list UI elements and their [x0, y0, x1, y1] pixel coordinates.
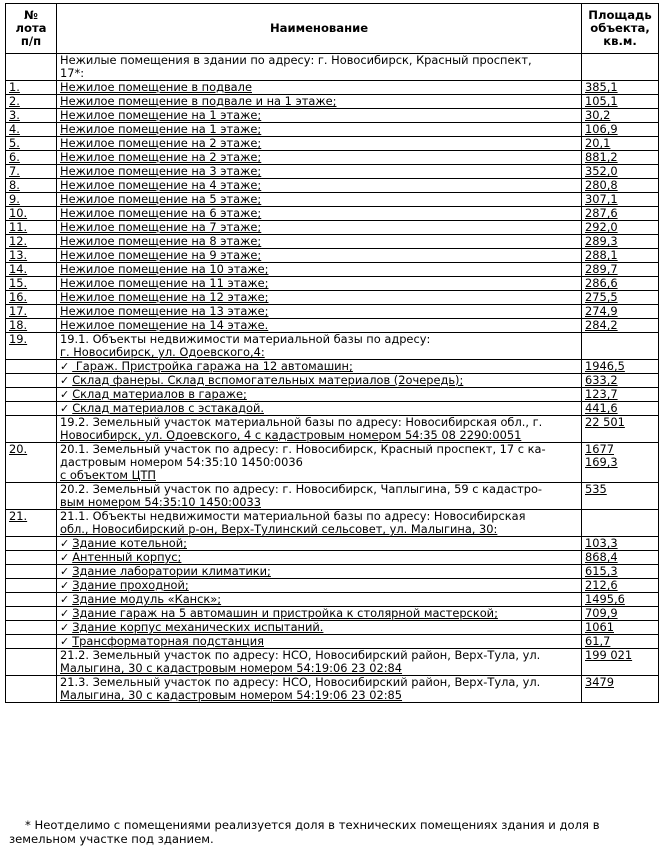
- text-line: вым номером 54:35:10 1450:0033: [60, 495, 261, 509]
- area-value: 61,7: [585, 634, 611, 648]
- area-cell: [582, 207, 659, 221]
- area-cell: [582, 621, 659, 635]
- lot-number: 3.: [9, 108, 20, 122]
- table-row: [6, 593, 659, 607]
- item-name: Здание проходной;: [72, 578, 189, 592]
- lot-cell: [6, 137, 57, 151]
- area-cell: [582, 235, 659, 249]
- area-cell: [582, 593, 659, 607]
- area-value: 274,9: [585, 304, 618, 318]
- area-cell: [582, 263, 659, 277]
- footnote: * Неотделимо с помещениями реализуется доля в технических помещениях здания и доля в земельном участке под зданием.: [9, 818, 600, 846]
- lot-cell: [6, 402, 57, 416]
- name-cell: [57, 649, 582, 676]
- lots-table: [5, 3, 659, 703]
- checkmark-icon: ✓: [60, 635, 70, 648]
- lot-cell: [6, 291, 57, 305]
- lot-cell: [6, 551, 57, 565]
- area-cell: [582, 676, 659, 703]
- name-cell: [57, 676, 582, 703]
- area-value: 615,3: [585, 564, 618, 578]
- checkmark-icon: ✓: [60, 551, 70, 564]
- area-value: 1946,5: [585, 359, 625, 373]
- item-name: Здание модуль «Канск»;: [72, 592, 222, 606]
- lot-cell: [6, 207, 57, 221]
- area-value: 106,9: [585, 122, 618, 136]
- name-cell: [57, 565, 582, 579]
- table-row: [6, 165, 659, 179]
- table-row: [6, 333, 659, 360]
- lot-number: 1.: [9, 80, 20, 94]
- table-row: [6, 81, 659, 95]
- area-value: 169,3: [585, 455, 618, 469]
- area-cell: [582, 95, 659, 109]
- area-cell: [582, 291, 659, 305]
- checkmark-icon: ✓: [60, 360, 70, 373]
- area-cell: [582, 319, 659, 333]
- area-value: 633,2: [585, 373, 618, 387]
- item-name: Здание гараж на 5 автомашин и пристройка к столярной мастерской;: [72, 606, 498, 620]
- area-cell: [582, 54, 659, 81]
- item-name: Трансформаторная подстанция: [72, 634, 264, 648]
- text-line: 19.1. Объекты недвижимости материальной базы по адресу:: [60, 332, 431, 346]
- lot-number: 2.: [9, 94, 20, 108]
- lot-cell: [6, 263, 57, 277]
- item-name: Нежилое помещение на 1 этаже;: [60, 108, 262, 122]
- area-value: 1677: [585, 442, 614, 456]
- area-cell: [582, 483, 659, 510]
- area-cell: [582, 510, 659, 537]
- name-cell: [57, 333, 582, 360]
- item-name: Нежилое помещение на 3 этаже;: [60, 164, 262, 178]
- area-value: 286,6: [585, 276, 618, 290]
- lot-cell: [6, 443, 57, 483]
- lot-number: 17.: [9, 304, 28, 318]
- text-line: 21.2. Земельный участок по адресу: НСО, Новосибирский район, Верх-Тула, ул.: [60, 648, 541, 662]
- lot-cell: [6, 193, 57, 207]
- area-value: 352,0: [585, 164, 618, 178]
- lot-cell: [6, 165, 57, 179]
- name-cell: [57, 360, 582, 374]
- area-cell: [582, 579, 659, 593]
- item-name: Склад материалов с эстакадой.: [72, 401, 264, 415]
- table-row: [6, 263, 659, 277]
- table-header-row: [6, 4, 659, 54]
- item-name: Нежилое помещение на 11 этаже;: [60, 276, 269, 290]
- item-name: Здание корпус механических испытаний.: [72, 620, 324, 634]
- text-line: 21.1. Объекты недвижимости материальной базы по адресу: Новосибирская: [60, 509, 526, 523]
- area-cell: [582, 551, 659, 565]
- name-cell: [57, 416, 582, 443]
- item-name: Нежилое помещение на 1 этаже;: [60, 122, 262, 136]
- lot-cell: [6, 235, 57, 249]
- name-cell: [57, 593, 582, 607]
- area-cell: [582, 565, 659, 579]
- name-cell: [57, 551, 582, 565]
- area-cell: [582, 179, 659, 193]
- name-cell: [57, 137, 582, 151]
- name-cell: [57, 537, 582, 551]
- item-name: Нежилое помещение на 7 этаже;: [60, 220, 262, 234]
- header-area: Площадь объекта, кв.м.: [582, 4, 659, 54]
- area-value: 105,1: [585, 94, 618, 108]
- name-cell: [57, 249, 582, 263]
- item-name: Нежилое помещение на 6 этаже;: [60, 206, 262, 220]
- lot-cell: [6, 579, 57, 593]
- item-name: Здание лаборатории климатики;: [72, 564, 271, 578]
- table-row: [6, 193, 659, 207]
- area-cell: [582, 137, 659, 151]
- lot-number: 13.: [9, 248, 28, 262]
- area-cell: [582, 360, 659, 374]
- name-cell: [57, 388, 582, 402]
- text-line: Малыгина, 30 с кадастровым номером 54:19:06 23 02:85: [60, 688, 403, 702]
- name-cell: [57, 193, 582, 207]
- lot-cell: [6, 537, 57, 551]
- table-row: [6, 551, 659, 565]
- checkmark-icon: ✓: [60, 565, 70, 578]
- area-value: 22 501: [585, 415, 625, 429]
- item-name: Склад фанеры. Склад вспомогательных материалов (2очередь);: [72, 373, 464, 387]
- area-value: 289,3: [585, 234, 618, 248]
- area-value: 709,9: [585, 606, 618, 620]
- lot-number: 12.: [9, 234, 28, 248]
- text-line: Новосибирск, ул. Одоевского, 4 с кадастровым номером 54:35 08 2290:0051: [60, 428, 522, 442]
- lot-cell: [6, 565, 57, 579]
- table-row: [6, 676, 659, 703]
- area-cell: [582, 165, 659, 179]
- area-cell: [582, 81, 659, 95]
- area-value: 307,1: [585, 192, 618, 206]
- name-cell: [57, 109, 582, 123]
- lot-cell: [6, 360, 57, 374]
- area-value: 103,3: [585, 536, 618, 550]
- table-row: [6, 388, 659, 402]
- area-value: 535: [585, 482, 607, 496]
- table-row: [6, 319, 659, 333]
- area-value: 289,7: [585, 262, 618, 276]
- lot-cell: [6, 333, 57, 360]
- area-cell: [582, 249, 659, 263]
- text-line: 21.3. Земельный участок по адресу: НСО, Новосибирский район, Верх-Тула, ул.: [60, 675, 541, 689]
- area-cell: [582, 221, 659, 235]
- lot-cell: [6, 305, 57, 319]
- area-cell: [582, 151, 659, 165]
- name-cell: [57, 277, 582, 291]
- item-name: Нежилое помещение на 8 этаже;: [60, 234, 262, 248]
- lot-number: 19.: [9, 332, 28, 346]
- lot-cell: [6, 374, 57, 388]
- item-name: Нежилое помещение на 2 этаже;: [60, 150, 262, 164]
- text-line: Малыгина, 30 с кадастровым номером 54:19:06 23 02:84: [60, 661, 403, 675]
- area-cell: [582, 374, 659, 388]
- checkmark-icon: ✓: [60, 579, 70, 592]
- area-cell: [582, 277, 659, 291]
- table-row: [6, 537, 659, 551]
- lot-cell: [6, 416, 57, 443]
- name-cell: [57, 374, 582, 388]
- area-value: 212,6: [585, 578, 618, 592]
- lot-cell: [6, 621, 57, 635]
- area-value: 123,7: [585, 387, 618, 401]
- lot-cell: [6, 81, 57, 95]
- item-name: Нежилое помещение на 5 этаже;: [60, 192, 262, 206]
- text-line: 20.2. Земельный участок по адресу: г. Новосибирск, Чаплыгина, 59 с кадастро-: [60, 482, 543, 496]
- text-line: с объектом ЦТП: [60, 468, 156, 482]
- item-name: Нежилое помещение на 9 этаже;: [60, 248, 262, 262]
- table-row: [6, 360, 659, 374]
- area-value: 288,1: [585, 248, 618, 262]
- lot-cell: [6, 593, 57, 607]
- lot-cell: [6, 483, 57, 510]
- name-cell: [57, 207, 582, 221]
- name-cell: [57, 510, 582, 537]
- group-title: Нежилые помещения в здании по адресу: г. Новосибирск, Красный проспект, 17*:: [57, 54, 582, 81]
- lot-cell: [6, 388, 57, 402]
- area-cell: [582, 635, 659, 649]
- checkmark-icon: ✓: [60, 607, 70, 620]
- text-line: 19.2. Земельный участок материальной базы по адресу: Новосибирская обл., г.: [60, 415, 543, 429]
- name-cell: [57, 483, 582, 510]
- area-value: 20,1: [585, 136, 611, 150]
- item-name: Нежилое помещение на 14 этаже.: [60, 318, 269, 332]
- item-name: Нежилое помещение на 4 этаже;: [60, 178, 262, 192]
- area-value: 1061: [585, 620, 614, 634]
- item-name: Нежилое помещение на 12 этаже;: [60, 290, 269, 304]
- area-cell: [582, 305, 659, 319]
- lot-cell: [6, 676, 57, 703]
- table-row: [6, 95, 659, 109]
- table-row: [6, 291, 659, 305]
- name-cell: [57, 95, 582, 109]
- lot-cell: [6, 54, 57, 81]
- table-row: [6, 235, 659, 249]
- name-cell: [57, 81, 582, 95]
- checkmark-icon: ✓: [60, 374, 70, 387]
- table-row: [6, 416, 659, 443]
- table-row: [6, 579, 659, 593]
- area-cell: [582, 123, 659, 137]
- area-cell: [582, 649, 659, 676]
- area-cell: [582, 193, 659, 207]
- text-line: дастровым номером 54:35:10 1450:0036: [60, 455, 303, 469]
- area-cell: [582, 333, 659, 360]
- area-cell: [582, 443, 659, 483]
- table-row: [6, 402, 659, 416]
- item-name: Склад материалов в гараже;: [72, 387, 247, 401]
- area-cell: [582, 109, 659, 123]
- text-line: г. Новосибирск, ул. Одоевского,4:: [60, 345, 265, 359]
- lot-number: 6.: [9, 150, 20, 164]
- checkmark-icon: ✓: [60, 537, 70, 550]
- table-row: [6, 249, 659, 263]
- area-value: 199 021: [585, 648, 633, 662]
- lot-number: 18.: [9, 318, 28, 332]
- name-cell: [57, 443, 582, 483]
- lot-cell: [6, 249, 57, 263]
- checkmark-icon: ✓: [60, 593, 70, 606]
- name-cell: [57, 221, 582, 235]
- table-row: [6, 221, 659, 235]
- lot-cell: [6, 221, 57, 235]
- table-row: [6, 137, 659, 151]
- table-row: [6, 621, 659, 635]
- lot-cell: [6, 277, 57, 291]
- lot-cell: [6, 635, 57, 649]
- area-value: 292,0: [585, 220, 618, 234]
- name-cell: [57, 305, 582, 319]
- table-row: [6, 277, 659, 291]
- checkmark-icon: ✓: [60, 621, 70, 634]
- lot-number: 7.: [9, 164, 20, 178]
- name-cell: [57, 621, 582, 635]
- name-cell: [57, 319, 582, 333]
- table-row: [6, 179, 659, 193]
- name-cell: [57, 165, 582, 179]
- lot-cell: [6, 151, 57, 165]
- group-title-row: [6, 54, 659, 81]
- lot-number: 20.: [9, 442, 28, 456]
- lot-cell: [6, 123, 57, 137]
- text-line: обл., Новосибирский р-он, Верх-Тулинский сельсовет, ул. Малыгина, 30:: [60, 522, 498, 536]
- area-value: 868,4: [585, 550, 618, 564]
- area-value: 275,5: [585, 290, 618, 304]
- header-lot-number: № лота п/п: [6, 4, 57, 54]
- table-row: [6, 374, 659, 388]
- lot-cell: [6, 510, 57, 537]
- area-value: 385,1: [585, 80, 618, 94]
- name-cell: [57, 179, 582, 193]
- name-cell: [57, 291, 582, 305]
- table-row: [6, 483, 659, 510]
- area-value: 287,6: [585, 206, 618, 220]
- name-cell: [57, 579, 582, 593]
- area-cell: [582, 607, 659, 621]
- name-cell: [57, 607, 582, 621]
- table-row: [6, 635, 659, 649]
- area-cell: [582, 402, 659, 416]
- lot-cell: [6, 179, 57, 193]
- table-row: [6, 123, 659, 137]
- lot-number: 21.: [9, 509, 28, 523]
- checkmark-icon: ✓: [60, 402, 70, 415]
- item-name: Нежилое помещение на 13 этаже;: [60, 304, 269, 318]
- name-cell: [57, 402, 582, 416]
- item-name: Здание котельной;: [72, 536, 187, 550]
- area-cell: [582, 416, 659, 443]
- lot-number: 16.: [9, 290, 28, 304]
- name-cell: [57, 123, 582, 137]
- table-row: [6, 305, 659, 319]
- checkmark-icon: ✓: [60, 388, 70, 401]
- area-value: 284,2: [585, 318, 618, 332]
- item-name: Нежилое помещение на 10 этаже;: [60, 262, 269, 276]
- area-value: 441,6: [585, 401, 618, 415]
- item-name: Нежилое помещение в подвале и на 1 этаже;: [60, 94, 337, 108]
- text-line: 20.1. Земельный участок по адресу: г. Новосибирск, Красный проспект, 17 с ка-: [60, 442, 546, 456]
- lot-cell: [6, 109, 57, 123]
- lot-number: 11.: [9, 220, 28, 234]
- lot-cell: [6, 95, 57, 109]
- lot-number: 4.: [9, 122, 20, 136]
- area-value: 30,2: [585, 108, 611, 122]
- name-cell: [57, 151, 582, 165]
- area-cell: [582, 388, 659, 402]
- table-row: [6, 109, 659, 123]
- name-cell: [57, 263, 582, 277]
- area-value: 881,2: [585, 150, 618, 164]
- lot-number: 10.: [9, 206, 28, 220]
- item-name: Нежилое помещение в подвале: [60, 80, 252, 94]
- item-name: Гараж. Пристройка гаража на 12 автомашин;: [72, 359, 353, 373]
- area-value: 1495,6: [585, 592, 625, 606]
- item-name: Антенный корпус;: [72, 550, 182, 564]
- item-name: Нежилое помещение на 2 этаже;: [60, 136, 262, 150]
- table-row: [6, 649, 659, 676]
- name-cell: [57, 635, 582, 649]
- table-row: [6, 607, 659, 621]
- table-row: [6, 207, 659, 221]
- lot-number: 5.: [9, 136, 20, 150]
- table-row: [6, 151, 659, 165]
- header-name: Наименование: [57, 4, 582, 54]
- lot-number: 9.: [9, 192, 20, 206]
- area-value: 280,8: [585, 178, 618, 192]
- table-row: [6, 443, 659, 483]
- name-cell: [57, 235, 582, 249]
- lot-cell: [6, 649, 57, 676]
- lot-cell: [6, 607, 57, 621]
- table-row: [6, 510, 659, 537]
- lot-cell: [6, 319, 57, 333]
- lot-number: 14.: [9, 262, 28, 276]
- area-cell: [582, 537, 659, 551]
- table-row: [6, 565, 659, 579]
- area-value: 3479: [585, 675, 614, 689]
- lot-number: 8.: [9, 178, 20, 192]
- lot-number: 15.: [9, 276, 28, 290]
